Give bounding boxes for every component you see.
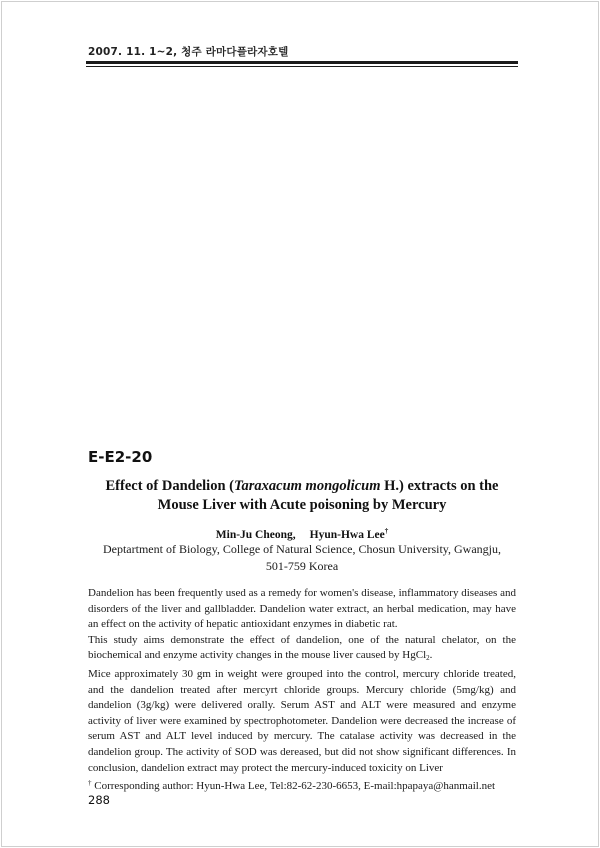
corresponding-dagger: † (384, 527, 389, 535)
author-2: Hyun-Hwa Lee (309, 529, 385, 541)
corresponding-note-dagger: † (88, 779, 92, 788)
affiliation (88, 541, 516, 575)
author-list (88, 527, 516, 541)
title-text-part2: H.) extracts on the (380, 478, 499, 494)
affiliation-line1: Deptartment of Biology, College of Natural Science, Chosun University, Gwangju, (102, 542, 502, 556)
abstract-paragraph-2-end: . (429, 649, 433, 662)
page-number: 288 (88, 793, 110, 807)
paper-title (88, 477, 516, 515)
title-species: Taraxacum mongolicum (233, 478, 381, 494)
corresponding-author-note (88, 776, 516, 795)
abstract-paragraph-1: Dandelion has been frequently used as a remedy for women's disease, inflammatory diseases and disorders of the liver and gallbladder. Dandelion water extract, an herbal medication, may have an effect on the activity of hepatic antioxidant enzymes in diabetic rat. (88, 587, 516, 631)
abstract-body (88, 586, 516, 795)
header-rule-thick (86, 61, 518, 64)
corresponding-note-text: Corresponding author: Hyun-Hwa Lee, Tel:82-62-230-6653, E-mail:hpapaya@hanmail.net (91, 780, 496, 793)
affiliation-line2: 501-759 Korea (265, 559, 339, 573)
title-line2: Mouse Liver with Acute poisoning by Mercury (157, 497, 447, 513)
abstract-code: E-E2-20 (88, 448, 153, 466)
abstract-paragraph-2-text: This study aims demonstrate the effect of dandelion, one of the natural chelator, on the biochemical and enzyme activity changes in the mouse liver caused by HgCl (88, 633, 516, 662)
abstract-paragraph-3: Mice approximately 30 gm in weight were grouped into the control, mercury chloride treated, and the dandelion treated after mercyrt chloride groups. Mercury chloride (5mg/kg) and dandelion (3g/kg) were delivered orally. Serum AST and ALT were measured and enzyme activity of liver were examined by spectrophotometer. Dandelion were decreased the increase of serum AST and ALT level induced by mercury. The catalase activity was decreased in the dandelion group. The activity of SOD was dereased, but did not show significant differences. In conclusion, dandelion extract may protect the mercury-induced toxicity on Liver (88, 667, 516, 774)
abstract-paragraph-2 (88, 633, 516, 667)
author-1: Min-Ju Cheong, (215, 529, 296, 541)
hgcl2-subscript: 2 (426, 654, 430, 663)
running-header: 2007. 11. 1~2, 청주 라마다플라자호텔 (88, 46, 289, 58)
title-text-part1: Effect of Dandelion ( (105, 478, 234, 494)
header-rule-thin (86, 66, 518, 67)
